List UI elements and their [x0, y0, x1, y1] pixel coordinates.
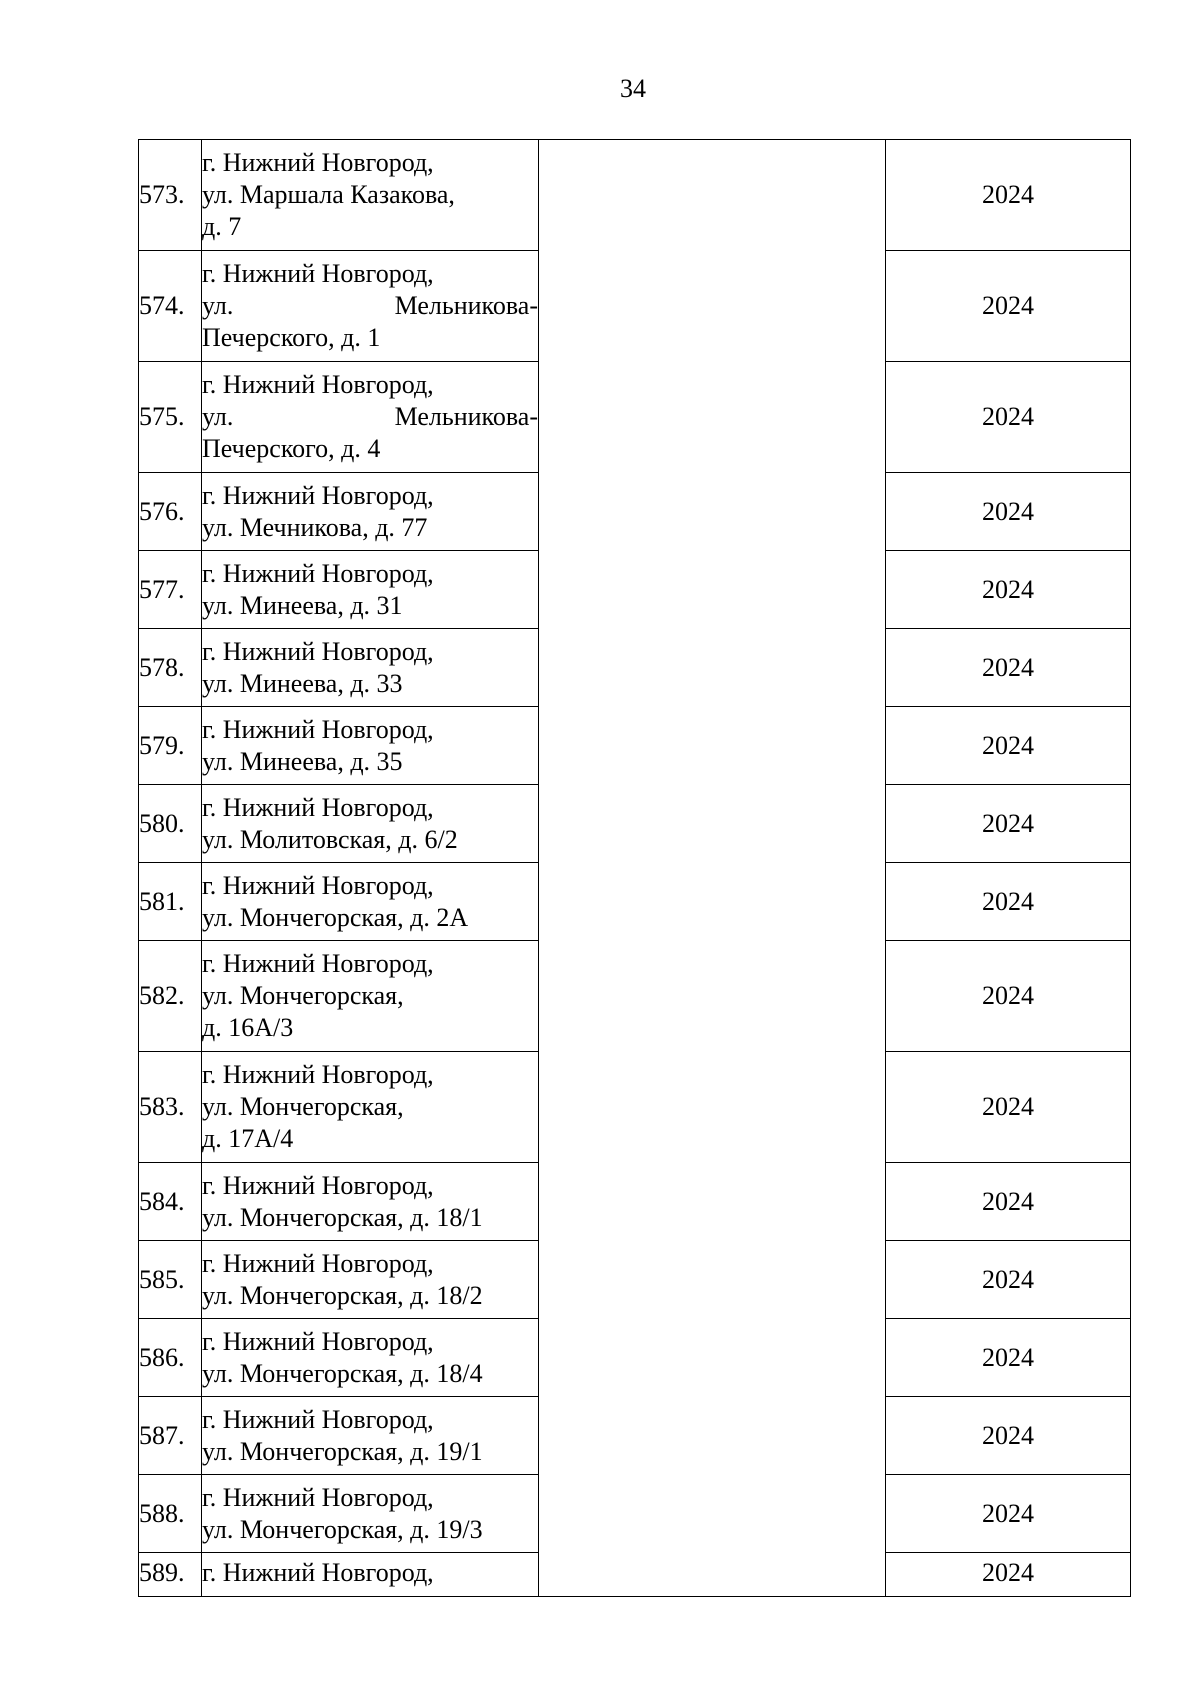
address-line: ул. Мончегорская, д. 19/3	[202, 1514, 483, 1544]
address-line: г. Нижний Новгород,	[202, 148, 434, 177]
address-line: ул. Минеева, д. 31	[202, 590, 403, 620]
address-line: Печерского, д. 4	[202, 434, 381, 463]
address-line: ул. Маршала Казакова,	[202, 180, 455, 209]
row-number: 583.	[139, 1052, 202, 1163]
address-line: г. Нижний Новгород,	[202, 1482, 434, 1512]
address-line: ул. Мончегорская, д. 2А	[202, 902, 469, 932]
address-line: ул. Мончегорская, д. 19/1	[202, 1436, 483, 1466]
merged-empty-cell	[539, 140, 886, 1597]
address-line: ул. Мончегорская, д. 18/2	[202, 1280, 483, 1310]
address-line: г. Нижний Новгород,	[202, 1326, 434, 1356]
address-line: ул. Мельникова-	[202, 402, 538, 431]
row-number: 576.	[139, 473, 202, 551]
row-number: 574.	[139, 251, 202, 362]
year-cell: 2024	[886, 140, 1131, 251]
address-line: г. Нижний Новгород,	[202, 1170, 434, 1200]
year-cell: 2024	[886, 863, 1131, 941]
address-line: ул. Мончегорская, д. 18/1	[202, 1202, 483, 1232]
address-line: д. 17А/4	[202, 1124, 294, 1153]
address-cell	[202, 1397, 539, 1475]
address-line: г. Нижний Новгород,	[202, 480, 434, 510]
year-cell: 2024	[886, 362, 1131, 473]
address-cell	[202, 1241, 539, 1319]
address-cell	[202, 1475, 539, 1553]
address-cell	[202, 785, 539, 863]
address-line: г. Нижний Новгород,	[202, 1248, 434, 1278]
year-cell: 2024	[886, 251, 1131, 362]
address-cell	[202, 551, 539, 629]
row-number: 578.	[139, 629, 202, 707]
row-number: 579.	[139, 707, 202, 785]
year-cell: 2024	[886, 1052, 1131, 1163]
row-number: 573.	[139, 140, 202, 251]
row-number: 580.	[139, 785, 202, 863]
row-number: 586.	[139, 1319, 202, 1397]
address-cell	[202, 941, 539, 1052]
row-number: 587.	[139, 1397, 202, 1475]
address-line: д. 7	[202, 212, 242, 241]
row-number: 589.	[139, 1553, 202, 1597]
row-number: 577.	[139, 551, 202, 629]
row-number: 581.	[139, 863, 202, 941]
year-cell: 2024	[886, 1397, 1131, 1475]
address-cell	[202, 140, 539, 251]
address-line: ул. Мончегорская, д. 18/4	[202, 1358, 483, 1388]
year-cell: 2024	[886, 1163, 1131, 1241]
address-cell	[202, 1052, 539, 1163]
address-cell	[202, 707, 539, 785]
year-cell: 2024	[886, 1319, 1131, 1397]
address-line: Печерского, д. 1	[202, 323, 381, 352]
year-cell: 2024	[886, 1241, 1131, 1319]
address-line: г. Нижний Новгород,	[202, 1404, 434, 1434]
row-number: 588.	[139, 1475, 202, 1553]
address-line: д. 16А/3	[202, 1013, 294, 1042]
year-cell: 2024	[886, 707, 1131, 785]
year-cell: 2024	[886, 1553, 1131, 1597]
address-cell	[202, 473, 539, 551]
table-row	[139, 140, 1131, 251]
address-line: ул. Мечникова, д. 77	[202, 512, 428, 542]
row-number: 585.	[139, 1241, 202, 1319]
address-cell	[202, 1163, 539, 1241]
page-number: 34	[620, 74, 646, 103]
address-line: г. Нижний Новгород,	[202, 870, 434, 900]
address-line: ул. Молитовская, д. 6/2	[202, 824, 458, 854]
address-line: ул. Минеева, д. 35	[202, 746, 403, 776]
address-line: г. Нижний Новгород,	[202, 714, 434, 744]
year-cell: 2024	[886, 785, 1131, 863]
address-line: г. Нижний Новгород,	[202, 949, 434, 978]
address-line: г. Нижний Новгород,	[202, 636, 434, 666]
address-line: г. Нижний Новгород,	[202, 1558, 434, 1587]
address-line: ул. Мончегорская,	[202, 981, 404, 1010]
address-line: г. Нижний Новгород,	[202, 1060, 434, 1089]
address-table	[138, 139, 1131, 1597]
address-line: ул. Минеева, д. 33	[202, 668, 403, 698]
address-cell	[202, 863, 539, 941]
address-cell	[202, 1319, 539, 1397]
year-cell: 2024	[886, 551, 1131, 629]
address-cell	[202, 362, 539, 473]
address-line: ул. Мельникова-	[202, 291, 538, 320]
row-number: 575.	[139, 362, 202, 473]
year-cell: 2024	[886, 1475, 1131, 1553]
address-line: г. Нижний Новгород,	[202, 259, 434, 288]
year-cell: 2024	[886, 473, 1131, 551]
year-cell: 2024	[886, 629, 1131, 707]
address-cell	[202, 629, 539, 707]
address-line: ул. Мончегорская,	[202, 1092, 404, 1121]
address-line: г. Нижний Новгород,	[202, 370, 434, 399]
row-number: 582.	[139, 941, 202, 1052]
address-cell	[202, 251, 539, 362]
address-line: г. Нижний Новгород,	[202, 558, 434, 588]
address-cell	[202, 1553, 539, 1597]
year-cell: 2024	[886, 941, 1131, 1052]
table-body	[139, 140, 1131, 1597]
row-number: 584.	[139, 1163, 202, 1241]
address-line: г. Нижний Новгород,	[202, 792, 434, 822]
